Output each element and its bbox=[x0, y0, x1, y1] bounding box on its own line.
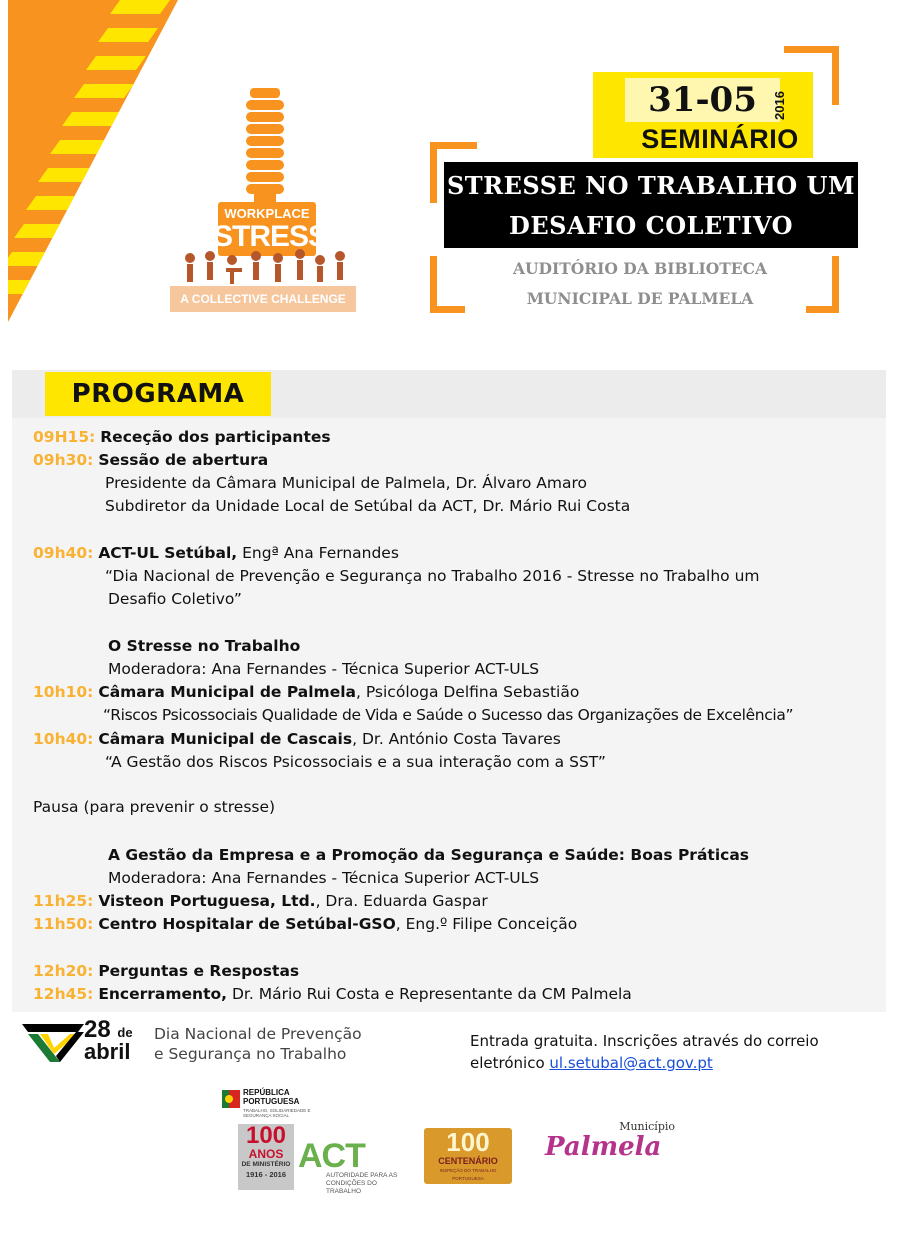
event-title-line1: STRESSE NO TRABALHO UM bbox=[446, 171, 856, 200]
republica-line1: REPÚBLICA bbox=[243, 1088, 290, 1097]
centenario-word: CENTENÁRIO bbox=[438, 1156, 498, 1166]
municipio-text: Município bbox=[619, 1120, 675, 1133]
day-number: 28 bbox=[84, 1016, 111, 1043]
cem-anos-ministerio-logo bbox=[238, 1124, 294, 1190]
event-type: SEMINÁRIO bbox=[641, 124, 799, 154]
agenda-time: 09h30: bbox=[33, 451, 94, 469]
centenario-sub: INSPEÇÃO DO TRABALHO PORTUGUESA bbox=[439, 1168, 497, 1181]
agenda-title: ACT-UL Setúbal, bbox=[98, 544, 238, 562]
agenda-title: Centro Hospitalar de Setúbal-GSO bbox=[98, 915, 396, 933]
agenda-detail: “Dia Nacional de Prevenção e Segurança no Trabalho 2016 - Stresse no Trabalho um bbox=[105, 567, 760, 585]
agenda-item bbox=[33, 450, 268, 470]
agenda-time: 09H15: bbox=[33, 428, 96, 446]
registration-line1: Entrada gratuita. Inscrições através do correio bbox=[470, 1032, 819, 1050]
registration-prefix: eletrónico bbox=[470, 1054, 550, 1072]
agenda-detail: Desafio Coletivo” bbox=[108, 590, 242, 608]
programa-heading: PROGRAMA bbox=[45, 372, 271, 416]
republica-line2: PORTUGUESA bbox=[243, 1097, 300, 1106]
venue-line2: MUNICIPAL DE PALMELA bbox=[526, 289, 754, 308]
decorative-stripes bbox=[0, 0, 180, 322]
logo-stress-text: STRESS bbox=[213, 220, 328, 253]
agenda-time: 12h20: bbox=[33, 962, 94, 980]
act-sub1: AUTORIDADE PARA AS bbox=[326, 1172, 398, 1179]
check-badge-icon bbox=[20, 1020, 86, 1066]
agenda-item bbox=[33, 961, 299, 981]
municipio-palmela-logo bbox=[545, 1120, 685, 1164]
agenda-time: 10h40: bbox=[33, 730, 94, 748]
agenda-title: Visteon Portuguesa, Ltd. bbox=[98, 892, 316, 910]
agenda-title: Câmara Municipal de Cascais bbox=[98, 730, 353, 748]
agenda-item bbox=[33, 729, 561, 749]
agenda-item bbox=[33, 543, 399, 563]
event-title bbox=[444, 162, 858, 248]
venue-line1: AUDITÓRIO DA BIBLIOTECA bbox=[513, 259, 767, 278]
event-year: 2016 bbox=[772, 91, 787, 120]
agenda-detail: Subdiretor da Unidade Local de Setúbal da ACT, Dr. Mário Rui Costa bbox=[105, 497, 631, 515]
ministry-name: TRABALHO, SOLIDARIEDADE E SEGURANÇA SOCIAL bbox=[243, 1108, 311, 1118]
agenda-time: 11h25: bbox=[33, 892, 94, 910]
agenda-detail: “A Gestão dos Riscos Psicossociais e a sua interação com a SST” bbox=[105, 753, 606, 771]
agenda-detail: “Riscos Psicossociais Qualidade de Vida e Saúde o Sucesso das Organizações de Excelência” bbox=[103, 706, 794, 724]
anos-word: ANOS bbox=[248, 1147, 284, 1161]
agenda-item bbox=[33, 914, 577, 934]
agenda-item bbox=[33, 984, 632, 1004]
logo-tagline: A COLLECTIVE CHALLENGE bbox=[170, 286, 356, 312]
agenda-title: Sessão de abertura bbox=[98, 451, 269, 469]
agenda-time: 10h10: bbox=[33, 683, 94, 701]
agenda-speaker: , Dra. Eduarda Gaspar bbox=[315, 892, 488, 910]
agenda-title: Perguntas e Respostas bbox=[98, 962, 300, 980]
centenario-logo bbox=[424, 1128, 512, 1184]
day-logo-line2: e Segurança no Trabalho bbox=[154, 1045, 347, 1063]
agenda-title: Encerramento, bbox=[98, 985, 228, 1003]
dia-nacional-logo bbox=[20, 1018, 380, 1066]
agenda-break: Pausa (para prevenir o stresse) bbox=[33, 798, 276, 816]
republica-portuguesa-logo bbox=[222, 1088, 312, 1120]
agenda-time: 11h50: bbox=[33, 915, 94, 933]
anos-years: 1916 - 2016 bbox=[245, 1170, 287, 1179]
agenda-section-title: A Gestão da Empresa e a Promoção da Segurança e Saúde: Boas Práticas bbox=[108, 846, 750, 864]
day-month: abril bbox=[84, 1039, 131, 1064]
agenda-speaker: , Dr. António Costa Tavares bbox=[352, 730, 561, 748]
registration-info bbox=[470, 1030, 819, 1074]
agenda-detail: Moderadora: Ana Fernandes - Técnica Superior ACT-ULS bbox=[108, 660, 540, 678]
agenda-speaker: Engª Ana Fernandes bbox=[237, 544, 399, 562]
agenda-section-title: O Stresse no Trabalho bbox=[108, 637, 301, 655]
act-logo bbox=[298, 1137, 408, 1195]
event-venue bbox=[470, 254, 810, 314]
agenda-title: Receção dos participantes bbox=[100, 428, 331, 446]
agenda-title: Câmara Municipal de Palmela bbox=[98, 683, 356, 701]
agenda-item bbox=[33, 427, 331, 447]
anos-sub: DE MINISTÉRIO bbox=[241, 1161, 291, 1168]
email-link[interactable]: ul.setubal@act.gov.pt bbox=[549, 1054, 713, 1072]
event-date: 31-05 bbox=[625, 78, 780, 122]
bracket-bottom-left bbox=[430, 256, 465, 313]
agenda-detail: Presidente da Câmara Municipal de Palmela, Dr. Álvaro Amaro bbox=[105, 474, 587, 492]
agenda-time: 09h40: bbox=[33, 544, 94, 562]
event-title-line2: DESAFIO COLETIVO bbox=[509, 211, 793, 240]
agenda-speaker: Dr. Mário Rui Costa e Representante da CM Palmela bbox=[227, 985, 632, 1003]
anos-number: 100 bbox=[245, 1122, 287, 1149]
centenario-number: 100 bbox=[446, 1127, 490, 1157]
act-name: ACT bbox=[298, 1137, 365, 1175]
agenda-speaker: , Eng.º Filipe Conceição bbox=[395, 915, 578, 933]
bracket-bottom-right bbox=[806, 256, 839, 313]
day-logo-line1: Dia Nacional de Prevenção bbox=[154, 1025, 362, 1043]
palmela-text: Palmela bbox=[545, 1132, 662, 1162]
day-de: de bbox=[117, 1025, 133, 1040]
agenda-time: 12h45: bbox=[33, 985, 94, 1003]
agenda-speaker: , Psicóloga Delfina Sebastião bbox=[356, 683, 580, 701]
portugal-flag-icon bbox=[222, 1090, 240, 1108]
agenda-item bbox=[33, 682, 579, 702]
act-sub2: CONDIÇÕES DO TRABALHO bbox=[326, 1180, 377, 1195]
agenda-detail: Moderadora: Ana Fernandes - Técnica Superior ACT-ULS bbox=[108, 869, 540, 887]
agenda-item bbox=[33, 891, 488, 911]
logo-workplace-text: WORKPLACE bbox=[224, 206, 310, 221]
workplace-stress-logo bbox=[170, 88, 360, 320]
